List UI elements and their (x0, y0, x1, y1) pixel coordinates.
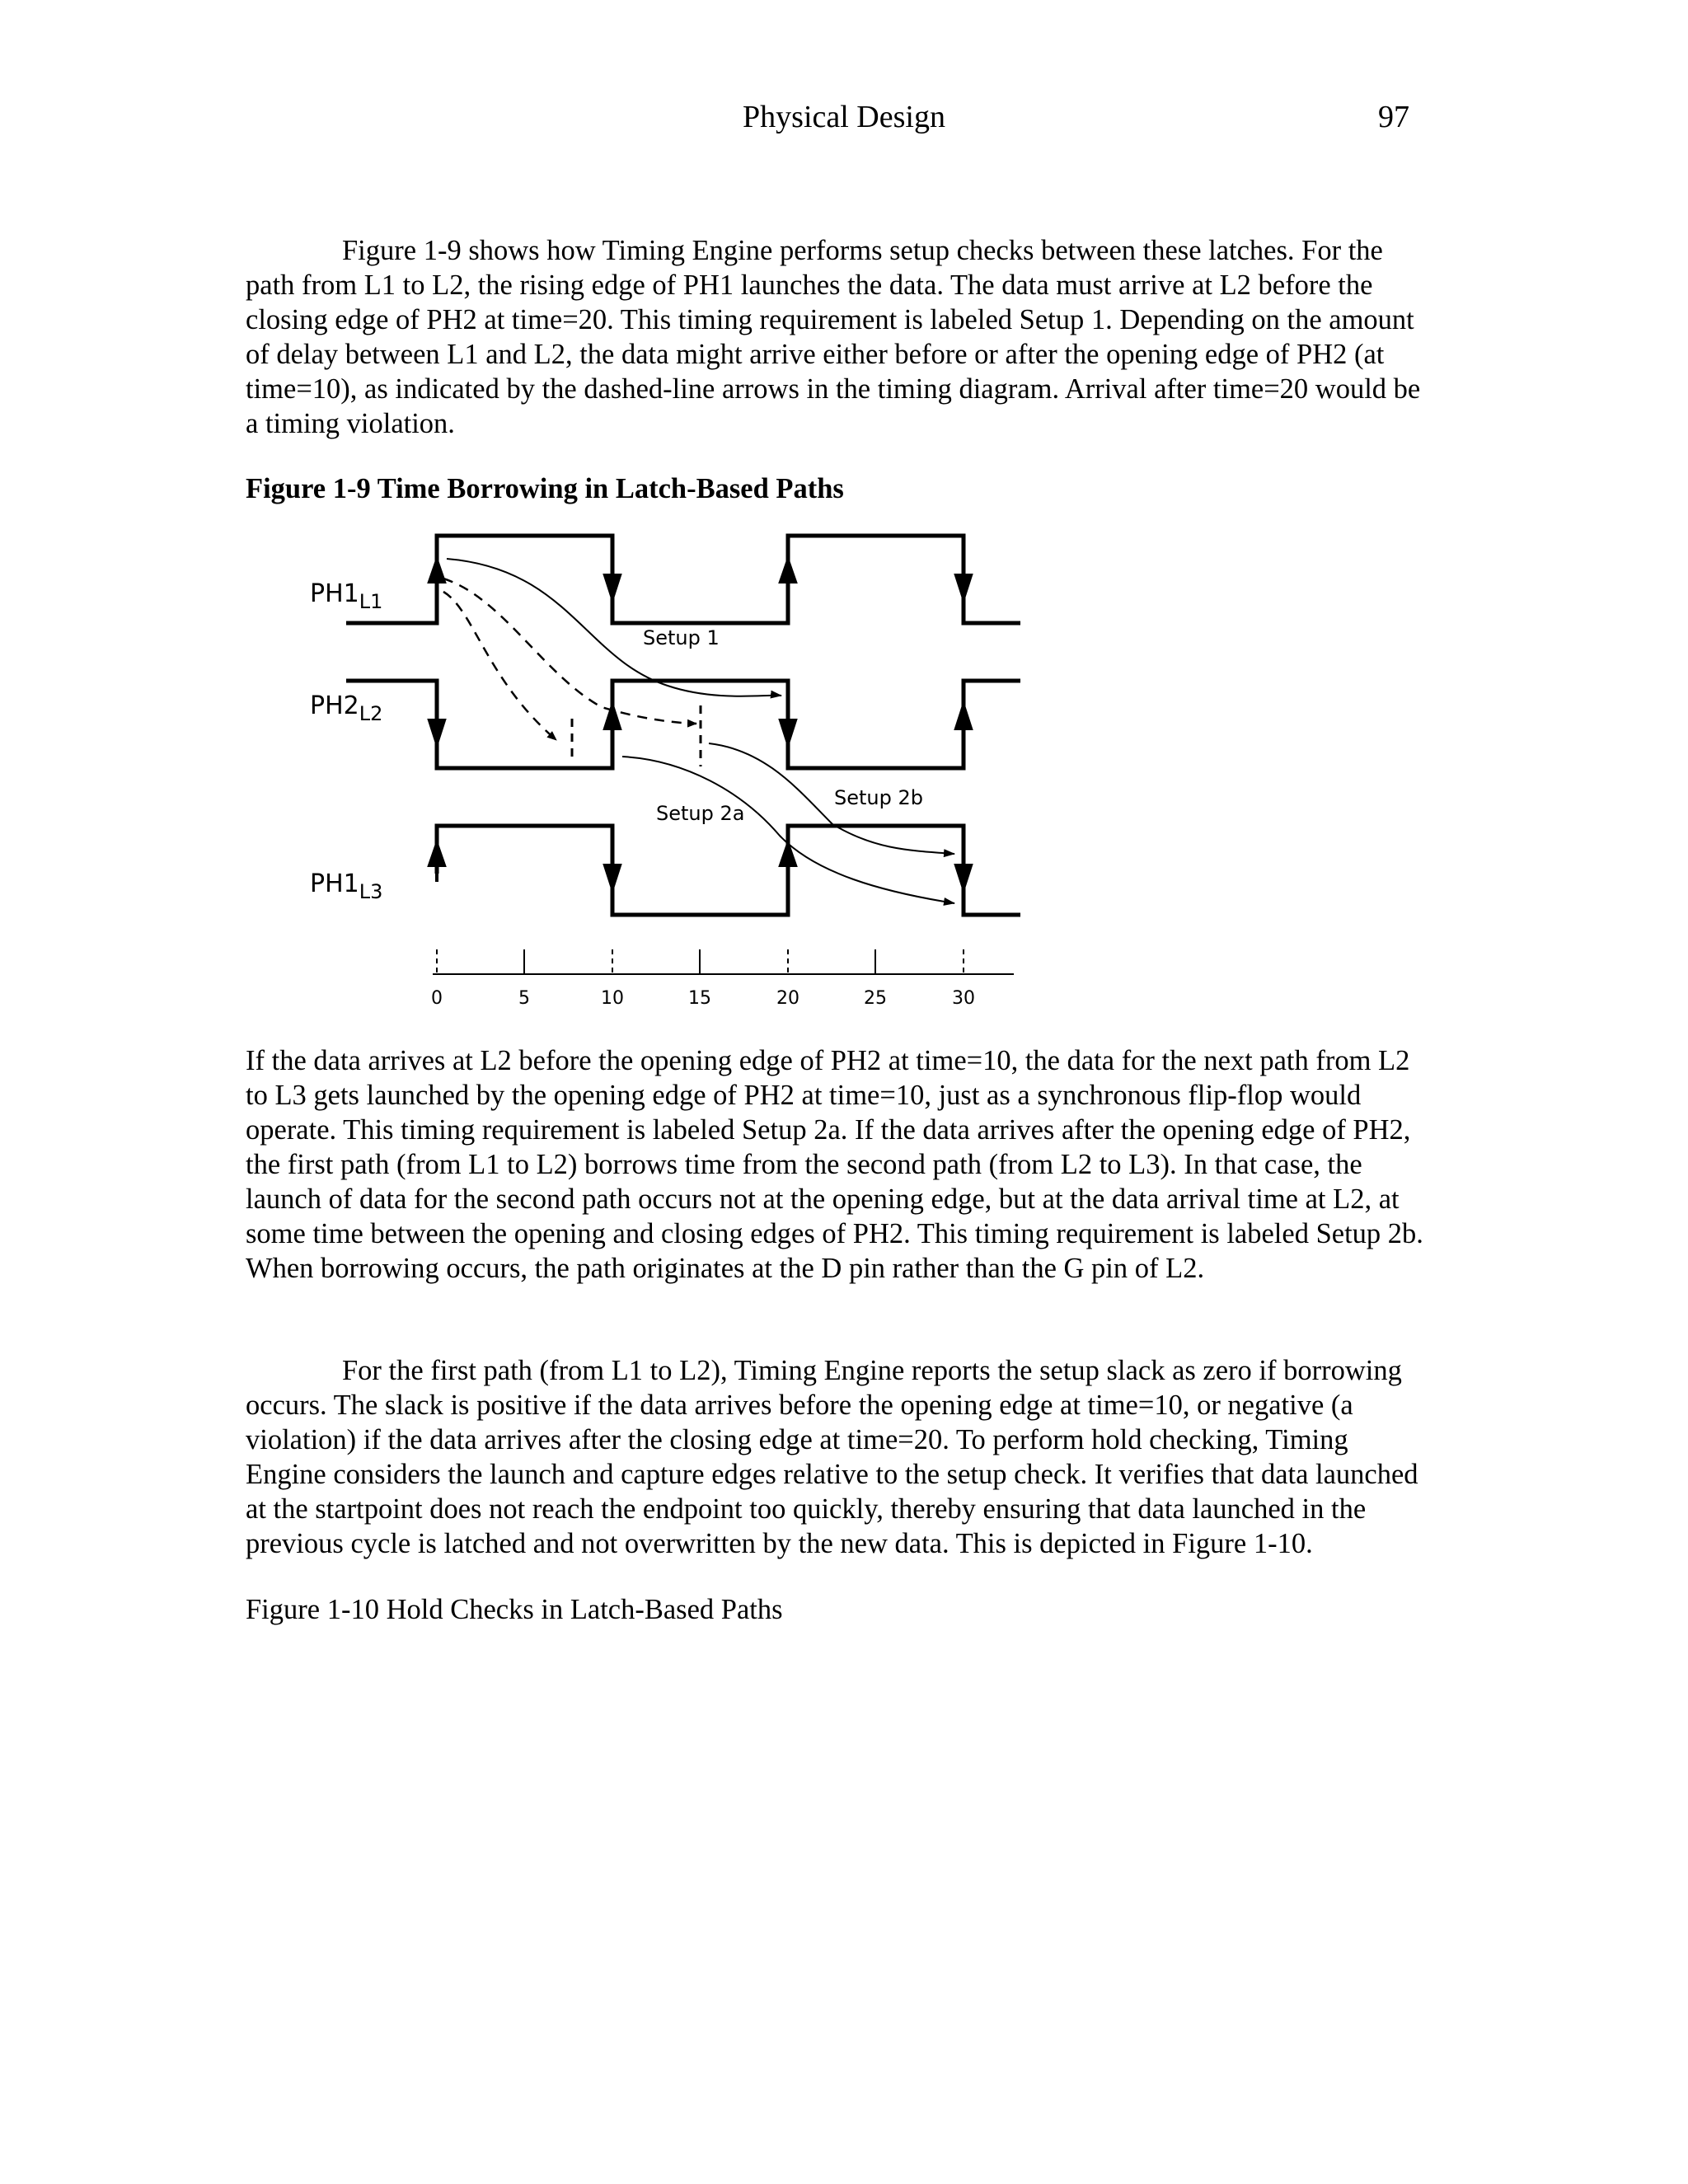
figure-1-9-caption: Figure 1-9 Time Borrowing in Latch-Based Paths (246, 473, 844, 504)
paragraph-setup-2a-2b: If the data arrives at L2 before the opening edge of PH2 at time=10, the data for the next path from L2 to L3 gets launched by the opening edge of PH2 at time=10, just as a synchronous flip-flop would operate. This timing requirement is labeled Setup 2a. If the data arrives after the opening edge of PH2, the first path (from L1 to L2) borrows time from the second path (from L2 to L3). In that case, the launch of data for the second path occurs not at the opening edge, but at the data arrival time at L2, at some time between the opening and closing edges of PH2. This timing requirement is labeled Setup 2b. When borrowing occurs, the path originates at the D pin rather than the G pin of L2. (246, 1045, 1423, 1284)
paragraph-slack-hold: For the first path (from L1 to L2), Timing Engine reports the setup slack as zero if borrowing occurs. The slack is positive if the data arrives before the opening edge at time=10, or negative (a violation) if the data arrives after the closing edge at time=20. To perform hold checking, Timing Engine considers the launch and capture edges relative to the setup check. It verifies that data launched at the startpoint does not reach the endpoint too quickly, thereby ensuring that data launched in the previous cycle is latched and not overwritten by the new data. This is depicted in Figure 1-10. (246, 1355, 1418, 1559)
paragraph-setup-checks: Figure 1-9 shows how Timing Engine performs setup checks between these latches. For the path from L1 to L2, the rising edge of PH1 launches the data. The data must arrive at L2 before the closing edge of PH2 at time=20. This timing requirement is labeled Setup 1. Depending on the amount of delay between L1 and L2, the data might arrive either before or after the opening edge of PH2 (at time=10), as indicated by the dashed-line arrows in the timing diagram. Arrival after time=20 would be a timing violation. (246, 235, 1421, 439)
tick-label-20: 20 (776, 988, 799, 1009)
signal-label-ph1-l1: $PH1_{L1}$ (310, 579, 383, 613)
setup2a-label: Setup 2a (656, 802, 745, 825)
tick-label-15: 15 (688, 988, 711, 1009)
tick-label-25: 25 (864, 988, 887, 1009)
time-axis-ticks (437, 949, 964, 974)
signal-label-ph2-l2: $PH2_{L2}$ (310, 691, 383, 725)
signal-label-ph1-l3: $PH1_{L3}$ (310, 869, 383, 903)
setup2b-label: Setup 2b (834, 786, 923, 809)
ph2-l2-waveform (346, 681, 1020, 768)
dashed-arrow-late (443, 579, 696, 724)
figure-1-10-caption: Figure 1-10 Hold Checks in Latch-Based Paths (246, 1594, 783, 1625)
tick-label-10: 10 (601, 988, 624, 1009)
timing-diagram (305, 519, 1030, 1022)
tick-label-5: 5 (518, 988, 530, 1009)
tick-label-0: 0 (431, 988, 443, 1009)
setup1-label: Setup 1 (643, 626, 720, 649)
dashed-arrow-early (443, 592, 556, 740)
tick-label-30: 30 (952, 988, 975, 1009)
page-number: 97 (1378, 100, 1409, 134)
running-header-title: Physical Design (743, 100, 945, 134)
ph1-l3-waveform-line (437, 826, 1020, 915)
